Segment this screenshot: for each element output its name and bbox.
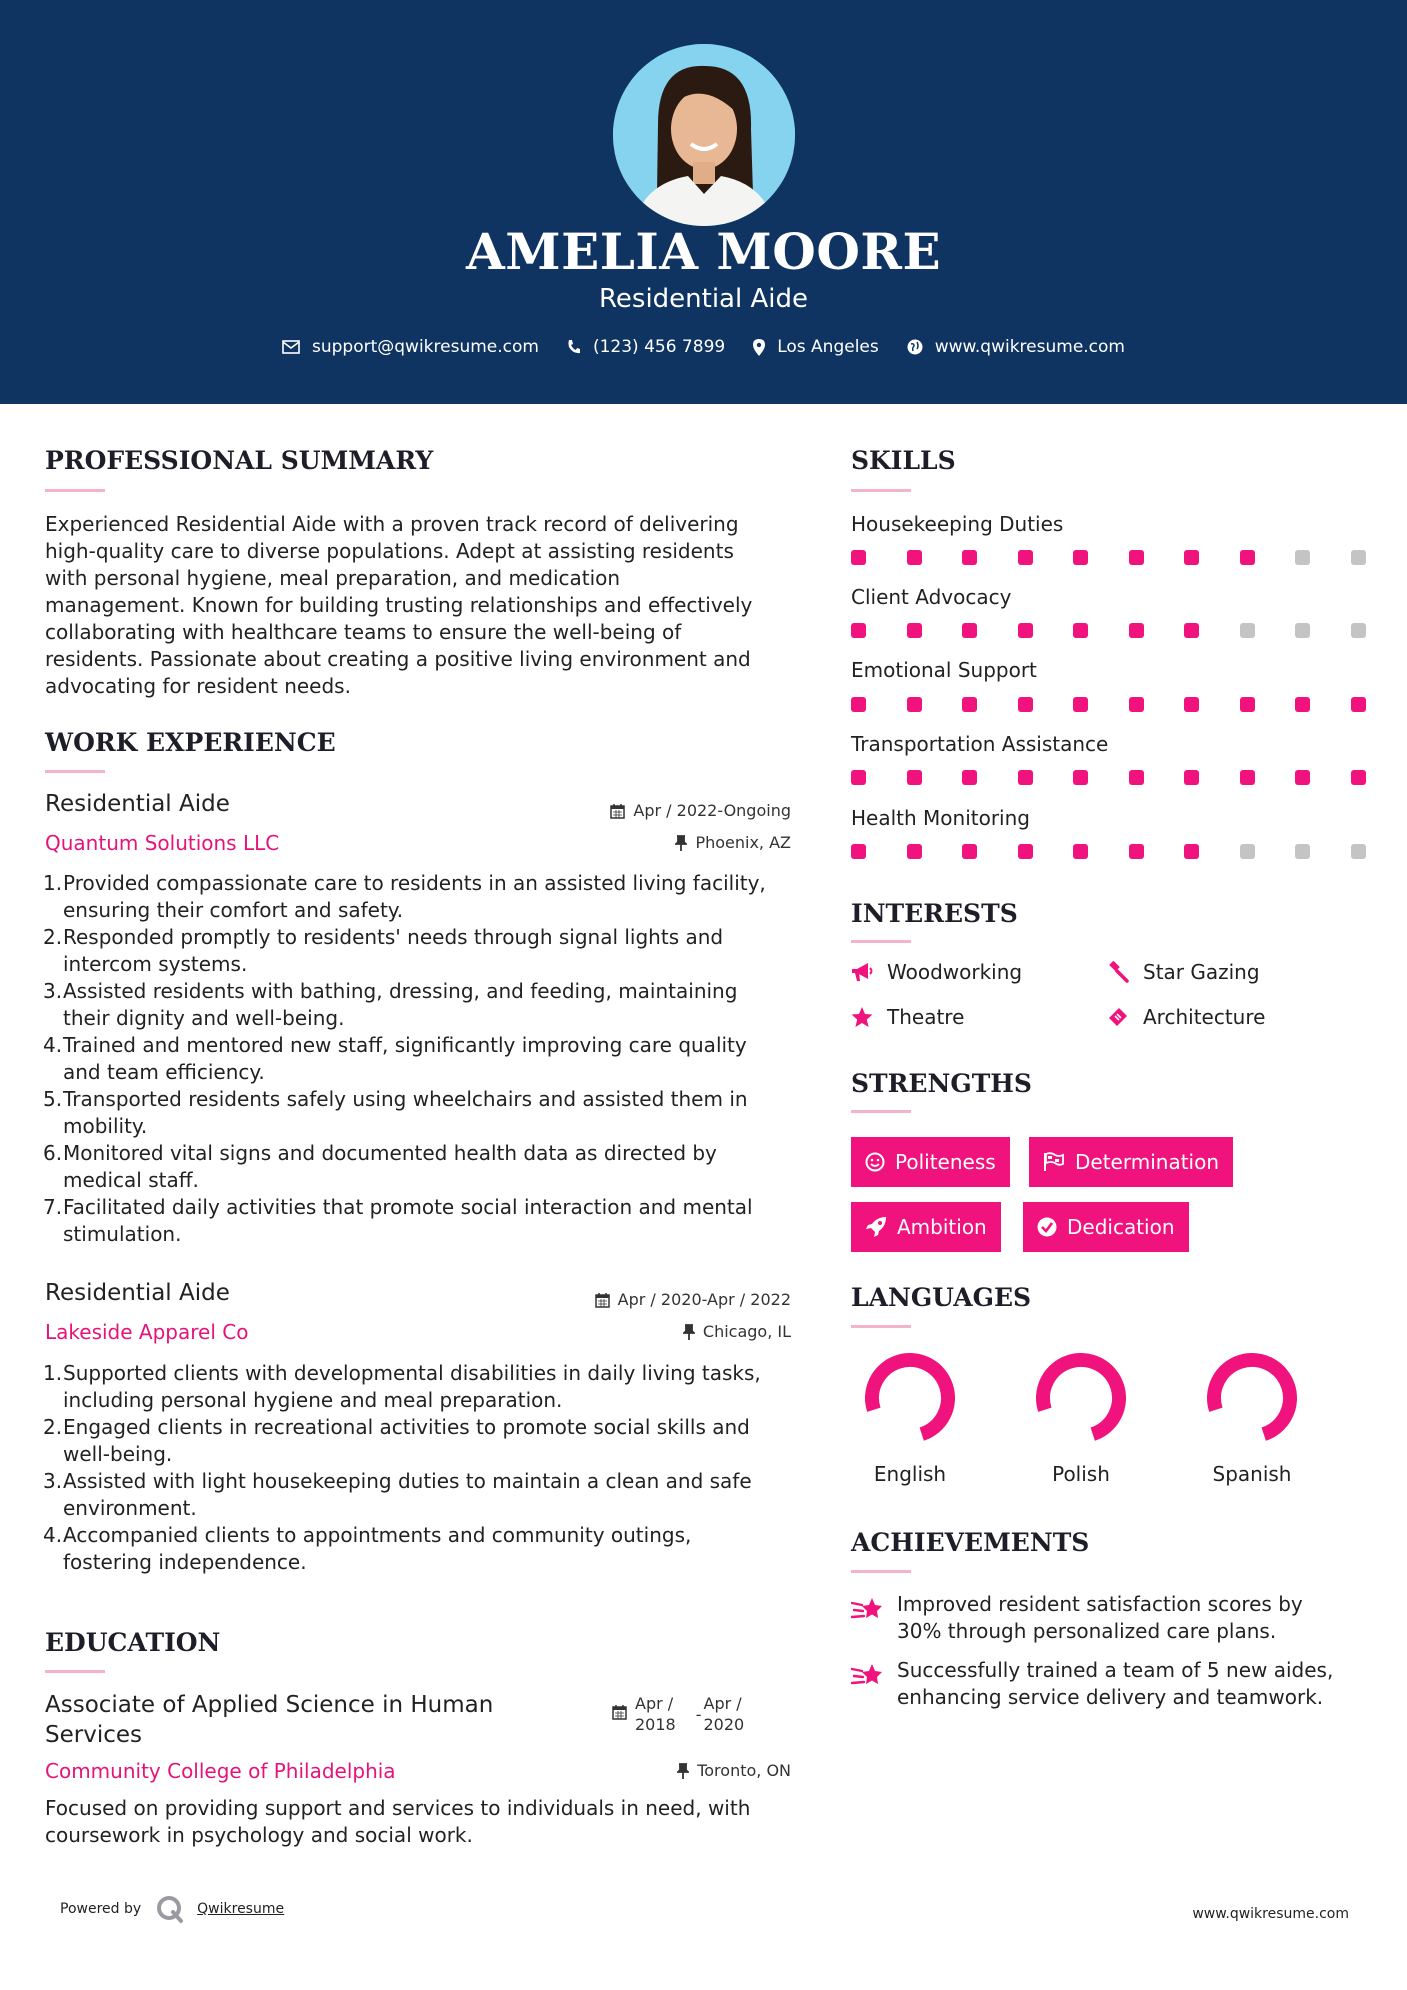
job-bullet [45, 870, 766, 924]
skill-dot-empty [1240, 844, 1255, 859]
skill-dot-filled [1351, 770, 1366, 785]
megaphone-icon [851, 962, 873, 982]
date-part: Apr / [703, 1694, 742, 1713]
skill-dot-empty [1351, 550, 1366, 565]
language-item [1187, 1350, 1317, 1486]
job-bullet [45, 924, 766, 978]
summary-line: residents. Passionate about creating a positive living environment and [45, 647, 751, 671]
job-bullet [45, 978, 766, 1032]
strength-badge [851, 1202, 1001, 1252]
skill-dot-filled [1129, 550, 1144, 565]
language-label: Spanish [1212, 1462, 1292, 1486]
job-bullet [45, 1414, 761, 1468]
footer-website[interactable]: www.qwikresume.com [1192, 1906, 1349, 1922]
achievement-line: enhancing service delivery and teamwork. [897, 1685, 1324, 1709]
strengths-underline [851, 1110, 911, 1113]
calendar-icon [612, 1704, 627, 1720]
skill-name: Emotional Support [851, 658, 1037, 682]
bullet-line: medical staff. [63, 1168, 199, 1192]
skill-name: Health Monitoring [851, 806, 1030, 830]
date-part: 2018 [635, 1715, 676, 1734]
skill-dot-empty [1240, 623, 1255, 638]
skill-dot-filled [1018, 623, 1033, 638]
interest-label: Theatre [887, 1005, 965, 1029]
bullet-number: 4. [43, 1523, 63, 1547]
job-bullet [45, 1032, 766, 1086]
contact-location-text: Los Angeles [777, 337, 879, 357]
skill-dot-empty [1351, 623, 1366, 638]
interests-underline [851, 940, 911, 943]
education-heading: EDUCATION [45, 1628, 221, 1657]
language-ring [862, 1350, 958, 1446]
summary-line: advocating for resident needs. [45, 674, 351, 698]
summary-line: Experienced Residential Aide with a proven track record of delivering [45, 512, 739, 536]
achievement-line: Improved resident satisfaction scores by [897, 1592, 1303, 1616]
achievement-item [851, 1591, 1303, 1645]
bullet-number: 2. [43, 1415, 63, 1439]
contact-email[interactable] [282, 337, 539, 357]
language-ring-arc [1214, 1360, 1290, 1434]
job-bullet [45, 1522, 761, 1576]
skill-rating [851, 770, 1366, 785]
interest-item [851, 1005, 964, 1029]
skill-dot-filled [962, 697, 977, 712]
job-bullet [45, 1086, 766, 1140]
skill-dot-empty [1295, 550, 1310, 565]
summary-line: with personal hygiene, meal preparation, and medication [45, 566, 621, 590]
education-start [635, 1693, 676, 1735]
interest-item [851, 960, 1022, 984]
skills-underline [851, 489, 911, 492]
globe-icon [907, 339, 923, 355]
bullet-line: their dignity and well-being. [63, 1006, 345, 1030]
bullet-number: 3. [43, 1469, 63, 1493]
skills-heading: SKILLS [851, 446, 956, 475]
language-ring [1204, 1350, 1300, 1446]
candidate-name: AMELIA MOORE [465, 222, 942, 281]
education-desc-line: coursework in psychology and social work. [45, 1823, 473, 1847]
interests-heading: INTERESTS [851, 899, 1018, 928]
pushpin-icon [677, 1763, 689, 1779]
bullet-number: 4. [43, 1033, 63, 1057]
job-dates-text: Apr / 2020-Apr / 2022 [617, 1290, 791, 1309]
skill-dot-filled [851, 844, 866, 859]
skill-dot-filled [907, 697, 922, 712]
skill-dot-filled [1073, 770, 1088, 785]
skill-dot-filled [1073, 623, 1088, 638]
date-part: 2020 [703, 1715, 745, 1734]
powered-by-text: Powered by [60, 1901, 142, 1917]
contact-phone[interactable] [567, 337, 725, 357]
shooting-star-icon [851, 1595, 885, 1625]
skill-name: Client Advocacy [851, 585, 1012, 609]
summary-heading: PROFESSIONAL SUMMARY [45, 446, 434, 475]
skill-dot-filled [1129, 844, 1144, 859]
bullet-line: mobility. [63, 1114, 148, 1138]
date-part: Apr / [635, 1694, 674, 1713]
company-name: Quantum Solutions LLC [45, 831, 280, 855]
language-ring-arc [1043, 1360, 1119, 1434]
skill-dot-empty [1295, 623, 1310, 638]
contact-location [753, 337, 879, 357]
skill-dot-filled [1129, 770, 1144, 785]
job-bullet [45, 1194, 766, 1248]
footer-brand-link[interactable]: Qwikresume [197, 1901, 285, 1917]
strength-label: Politeness [895, 1150, 996, 1174]
contact-email-text: support@qwikresume.com [312, 337, 539, 357]
calendar-icon [610, 803, 625, 819]
avatar [613, 44, 795, 226]
degree-line: Services [45, 1722, 142, 1748]
skill-dot-filled [851, 697, 866, 712]
interest-label: Star Gazing [1143, 960, 1260, 984]
job-dates-text: Apr / 2022-Ongoing [633, 801, 791, 820]
contact-bar [0, 337, 1407, 357]
skill-dot-filled [1129, 623, 1144, 638]
skill-dot-filled [907, 623, 922, 638]
bullet-line: Transported residents safely using wheelchairs and assisted them in [63, 1087, 748, 1111]
achievements-heading: ACHIEVEMENTS [851, 1528, 1090, 1557]
skill-dot-filled [907, 770, 922, 785]
star-icon [851, 1007, 873, 1028]
ticket-icon [1107, 1006, 1129, 1028]
skill-rating [851, 697, 1366, 712]
job-location [683, 1322, 791, 1341]
skill-dot-filled [962, 550, 977, 565]
degree-title [45, 1690, 493, 1750]
skill-dot-filled [1184, 697, 1199, 712]
gavel-icon [1107, 961, 1129, 983]
experience-underline [45, 770, 105, 773]
phone-icon [567, 339, 581, 355]
skill-dot-filled [907, 844, 922, 859]
skill-dot-filled [962, 770, 977, 785]
footer-powered-by [60, 1894, 284, 1924]
summary-line: collaborating with healthcare teams to ensure the well-being of [45, 620, 682, 644]
skill-dot-filled [1184, 844, 1199, 859]
skill-dot-filled [1129, 697, 1144, 712]
job-bullet [45, 1140, 766, 1194]
summary-line: high-quality care to diverse populations. Adept at assisting residents [45, 539, 734, 563]
job-bullet [45, 1468, 761, 1522]
bullet-number: 3. [43, 979, 63, 1003]
skill-name: Transportation Assistance [851, 732, 1109, 756]
skill-dot-filled [962, 844, 977, 859]
skill-dot-filled [1073, 844, 1088, 859]
bullet-line: Monitored vital signs and documented health data as directed by [63, 1141, 717, 1165]
strength-badge [1029, 1137, 1233, 1187]
smile-icon [865, 1152, 885, 1172]
language-ring-arc [872, 1360, 948, 1434]
bullet-line: and team efficiency. [63, 1060, 265, 1084]
bullet-number: 1. [43, 1361, 63, 1385]
bullet-number: 6. [43, 1141, 63, 1165]
bullet-line: intercom systems. [63, 952, 248, 976]
skill-rating [851, 623, 1366, 638]
summary-text [45, 511, 752, 700]
job-dates [595, 1290, 791, 1309]
bullet-line: including personal hygiene and meal preparation. [63, 1388, 563, 1412]
summary-underline [45, 489, 105, 492]
job-bullets [45, 870, 766, 1248]
bullet-number: 5. [43, 1087, 63, 1111]
bullet-line: stimulation. [63, 1222, 182, 1246]
language-label: English [873, 1462, 947, 1486]
strength-label: Dedication [1067, 1215, 1175, 1239]
achievement-line: Successfully trained a team of 5 new aides, [897, 1658, 1334, 1682]
map-pin-icon [753, 339, 765, 356]
strength-label: Ambition [897, 1215, 987, 1239]
skill-dot-filled [1018, 844, 1033, 859]
pushpin-icon [675, 835, 687, 851]
school-name: Community College of Philadelphia [45, 1759, 396, 1783]
interest-item [1107, 1005, 1265, 1029]
achievement-text [897, 1657, 1333, 1711]
strength-label: Determination [1075, 1150, 1220, 1174]
job-title: Residential Aide [45, 1280, 230, 1306]
bullet-line: Provided compassionate care to residents in an assisted living facility, [63, 871, 766, 895]
language-label: Polish [1052, 1462, 1110, 1486]
summary-line: management. Known for building trusting relationships and effectively [45, 593, 753, 617]
education-desc-line: Focused on providing support and services to individuals in need, with [45, 1796, 751, 1820]
bullet-line: Responded promptly to residents' needs through signal lights and [63, 925, 724, 949]
contact-website[interactable] [907, 337, 1125, 357]
skill-dot-filled [1240, 770, 1255, 785]
bullet-number: 7. [43, 1195, 63, 1219]
bullet-line: Assisted residents with bathing, dressing, and feeding, maintaining [63, 979, 738, 1003]
degree-line: Associate of Applied Science in Human [45, 1692, 494, 1718]
skill-dot-filled [1295, 697, 1310, 712]
skill-dot-filled [851, 623, 866, 638]
contact-phone-text: (123) 456 7899 [592, 337, 726, 357]
bullet-line: Facilitated daily activities that promote social interaction and mental [63, 1195, 753, 1219]
skill-dot-filled [907, 550, 922, 565]
envelope-icon [282, 340, 300, 354]
calendar-icon [595, 1292, 610, 1308]
skill-dot-filled [1240, 697, 1255, 712]
bullet-line: Assisted with light housekeeping duties to maintain a clean and safe [63, 1469, 752, 1493]
skill-dot-filled [1073, 550, 1088, 565]
languages-underline [851, 1325, 911, 1328]
education-underline [45, 1670, 105, 1673]
interest-label: Woodworking [887, 960, 1023, 984]
strengths-heading: STRENGTHS [851, 1069, 1032, 1098]
language-ring [1033, 1350, 1129, 1446]
skill-dot-filled [1184, 770, 1199, 785]
skill-dot-filled [1240, 550, 1255, 565]
education-location-text: Toronto, ON [697, 1761, 791, 1780]
bullet-number: 2. [43, 925, 63, 949]
achievement-text [897, 1591, 1303, 1645]
bullet-number: 1. [43, 871, 63, 895]
experience-heading: WORK EXPERIENCE [45, 728, 336, 757]
achievements-underline [851, 1570, 911, 1573]
company-name: Lakeside Apparel Co [45, 1320, 249, 1344]
education-description [45, 1795, 750, 1849]
skill-dot-filled [851, 770, 866, 785]
education-location [677, 1761, 791, 1780]
skill-dot-filled [1184, 623, 1199, 638]
skill-dot-filled [851, 550, 866, 565]
strength-badge [851, 1137, 1010, 1187]
bullet-line: fostering independence. [63, 1550, 307, 1574]
skill-rating [851, 844, 1366, 859]
skill-dot-filled [1351, 697, 1366, 712]
qwikresume-logo-icon [155, 1894, 185, 1924]
interest-label: Architecture [1143, 1005, 1266, 1029]
job-dates [610, 801, 791, 820]
skill-dot-filled [962, 623, 977, 638]
interest-item [1107, 960, 1260, 984]
contact-website-text: www.qwikresume.com [934, 337, 1125, 357]
strength-badge [1023, 1202, 1189, 1252]
education-end [704, 1693, 745, 1735]
skill-dot-filled [1073, 697, 1088, 712]
skill-name: Housekeeping Duties [851, 512, 1064, 536]
job-bullet [45, 1360, 761, 1414]
achievement-item [851, 1657, 1333, 1711]
job-location [675, 833, 791, 852]
pushpin-icon [683, 1324, 695, 1340]
bullet-line: well-being. [63, 1442, 173, 1466]
rocket-icon [865, 1216, 887, 1238]
language-item [1016, 1350, 1146, 1486]
skill-dot-filled [1184, 550, 1199, 565]
skill-dot-filled [1018, 770, 1033, 785]
bullet-line: Accompanied clients to appointments and community outings, [63, 1523, 692, 1547]
job-title: Residential Aide [45, 791, 230, 817]
bullet-line: Supported clients with developmental disabilities in daily living tasks, [63, 1361, 761, 1385]
header-banner [0, 0, 1407, 404]
date-separator: - [695, 1705, 702, 1724]
job-bullets [45, 1360, 761, 1576]
education-dates [612, 1693, 744, 1735]
languages-heading: LANGUAGES [851, 1283, 1032, 1312]
job-location-text: Phoenix, AZ [695, 833, 791, 852]
skill-dot-filled [1018, 697, 1033, 712]
skill-dot-filled [1295, 770, 1310, 785]
skill-dot-filled [1018, 550, 1033, 565]
flag-icon [1043, 1152, 1065, 1172]
skill-rating [851, 550, 1366, 565]
bullet-line: Engaged clients in recreational activities to promote social skills and [63, 1415, 750, 1439]
check-circle-icon [1037, 1217, 1057, 1237]
skill-dot-empty [1351, 844, 1366, 859]
skill-dot-empty [1295, 844, 1310, 859]
language-item [845, 1350, 975, 1486]
candidate-role: Residential Aide [599, 284, 808, 314]
bullet-line: environment. [63, 1496, 197, 1520]
bullet-line: ensuring their comfort and safety. [63, 898, 404, 922]
bullet-line: Trained and mentored new staff, significantly improving care quality [63, 1033, 747, 1057]
shooting-star-icon [851, 1661, 885, 1691]
job-location-text: Chicago, IL [702, 1322, 791, 1341]
achievement-line: 30% through personalized care plans. [897, 1619, 1277, 1643]
